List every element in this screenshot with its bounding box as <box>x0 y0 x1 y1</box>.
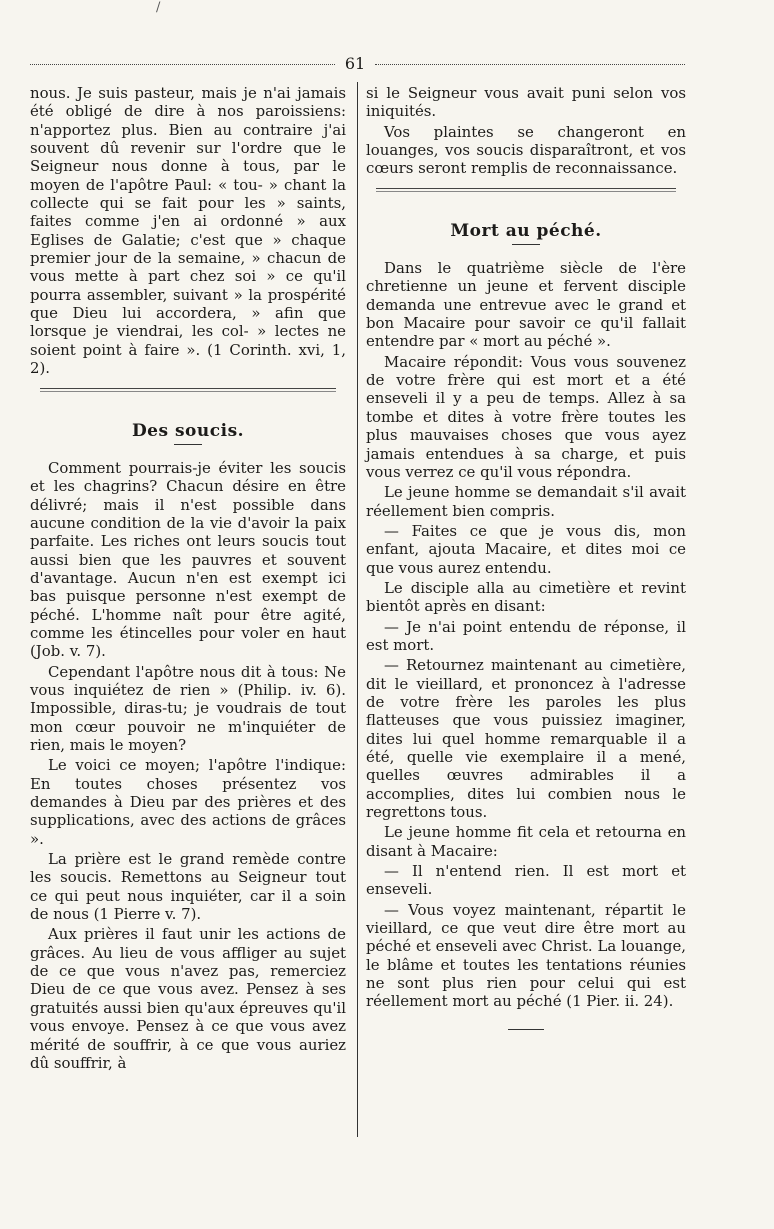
paragraph: La prière est le grand remède contre les soucis. Remettons au Seigneur tout ce qui peut nous inquiéter, car il a soin de nous (1 Pierre v. 7). <box>30 850 346 924</box>
paragraph: Le disciple alla au cimetière et revint bientôt après en disant: <box>366 578 686 616</box>
paragraph: — Il n'entend rien. Il est mort et enseveli. <box>366 862 686 899</box>
section-title-des-soucis: Des soucis. <box>131 420 245 441</box>
paragraph: — Je n'ai point entendu de réponse, il est mort. <box>366 617 686 654</box>
paragraph: Comment pourrais-je éviter les soucis et les chagrins? Chacun désire en être délivré; mais il n'est possible dans aucune condition de la vie d'avoir la paix parfaite. Les riches ont leurs soucis tout aussi bien que les pauvres et souvent d'avantage. Aucun n'en est exempt ici bas puisque personne n'est exempt de péché. L'homme naît pour être agité, comme les étincelles pour voler en haut (Job. v. 7). <box>30 458 346 661</box>
paragraph: — Retournez maintenant au cimetière, dit le vieillard, et prononcez à l'adresse de votre frère les paroles les plus flatteuses que vous puissiez imaginer, dites lui quel homme remarquable il a été, quelle vie exemplaire il a mené, quelles œuvres admirables il a accomplies, dites lui combien nous le regrettons tous. <box>366 656 686 822</box>
paragraph: — Vous voyez maintenant, répartit le vieillard, ce que veut dire être mort au péché et enseveli avec Christ. La louange, le blâme et toutes les tentations réunies ne sont plus rien pour celui qui est réellement mort au péché (1 Pier. ii. 24). <box>366 900 686 1011</box>
header-rule-right <box>375 64 685 65</box>
bleed-through-gap <box>30 392 346 414</box>
stray-pen-mark: / <box>156 0 161 15</box>
paragraph: Le voici ce moyen; l'apôtre l'indique: En toutes choses présentez vos demandes à Dieu par des prières et des supplications, avec des actions de grâces ». <box>30 756 346 848</box>
paragraph: Dans le quatrième siècle de l'ère chretienne un jeune et fervent disciple demanda une entrevue avec le grand et bon Macaire pour savoir ce qu'il fallait entendre par « mort au péché ». <box>366 259 686 351</box>
paragraph: Le jeune homme se demandait s'il avait réellement bien compris. <box>366 483 686 520</box>
column-divider <box>357 82 358 1137</box>
intro-paragraph: nous. Je suis pasteur, mais je n'ai jamais été obligé de dire à nos paroissiens: n'apportez plus. Bien au contraire j'ai souvent dû revenir sur l'ordre que le Seigneur nous donne à tous, par le moyen de l'apôtre Paul: « tou- » chant la collecte qui se fait pour les » saints, faites comme j'en ai ordonné » aux Eglises de Galatie; c'est que » chaque premier jour de la semaine, » chacun de vous mette à part chez soi » ce qu'il pourra assembler, suivant » la prospérité que Dieu lui accordera, » afin que lorsque je viendrai, les col- » lectes ne soient point à faire ». (1 Corinth. xvi, 1, 2). <box>30 84 346 378</box>
page-number: 61 <box>344 54 366 73</box>
right-column <box>366 84 686 1030</box>
section-title-mort-au-peche: Mort au péché. <box>450 220 602 241</box>
paragraph: Aux prières il faut unir les actions de grâces. Au lieu de vous affliger au sujet de ce que vous n'avez pas, remerciez Dieu de ce que vous avez. Pensez à ses gratuités aussi bien qu'aux épreuves qu'il vous envoye. Pensez à ce que vous avez mérité de souffrir, à ce que vous auriez dû souffrir, à <box>30 925 346 1072</box>
bleed-through-gap <box>366 192 686 214</box>
end-rule <box>508 1029 544 1030</box>
title-underline <box>512 244 540 245</box>
paragraph: Vos plaintes se changeront en louanges, vos soucis disparaîtront, et vos cœurs seront remplis de reconnaissance. <box>366 122 686 178</box>
paragraph: — Faites ce que je vous dis, mon enfant, ajouta Macaire, et dites moi ce que vous aurez entendu. <box>366 521 686 577</box>
paragraph: Le jeune homme fit cela et retourna en disant à Macaire: <box>366 823 686 860</box>
left-column <box>30 84 346 1072</box>
paragraph: Cependant l'apôtre nous dit à tous: Ne vous inquiétez de rien » (Philip. iv. 6). Impossible, diras-tu; je voudrais de tout mon cœur pouvoir ne m'inquiéter de rien, mais le moyen? <box>30 662 346 754</box>
title-underline <box>174 444 202 445</box>
header-rule-left <box>30 64 335 65</box>
paragraph: Macaire répondit: Vous vous souvenez de votre frère qui est mort et a été enseveli il y a peu de temps. Allez à sa tombe et dites à votre frère toutes les plus mauvaises choses que vous ayez jamais entendues à sa charge, et puis vous verrez ce qu'il vous répondra. <box>366 352 686 481</box>
paragraph: si le Seigneur vous avait puni selon vos iniquités. <box>366 84 686 121</box>
